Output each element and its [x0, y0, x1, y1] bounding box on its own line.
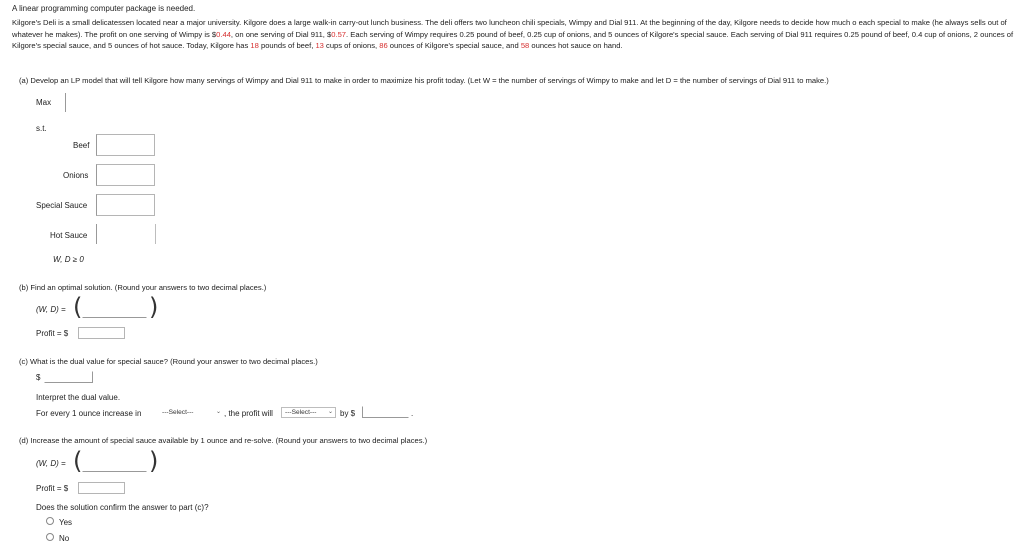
- c-resource-select[interactable]: ---Select--- ⌄: [158, 407, 224, 418]
- onions-constraint-label: Onions: [63, 171, 89, 180]
- special-sauce-available-value: 86: [379, 41, 388, 50]
- beef-constraint-label: Beef: [73, 141, 90, 150]
- objective-input[interactable]: [65, 93, 66, 112]
- b-profit-input[interactable]: [78, 327, 125, 339]
- part-a-prompt: (a) Develop an LP model that will tell Kilgore how many servings of Wimpy and Dial 911 to make in order to maximize his profit today. (Let W = the number of servings of Wimpy to make and let D = the number of servings of Dial 911 to make.): [19, 76, 829, 85]
- onions-available-value: 13: [315, 41, 324, 50]
- special-sauce-constraint-input[interactable]: [96, 194, 155, 216]
- hot-sauce-constraint-input[interactable]: [96, 224, 97, 244]
- c-change-amount-input[interactable]: [362, 406, 409, 418]
- b-wd-input[interactable]: [82, 296, 147, 318]
- c-sentence-part2: , the profit will: [224, 409, 273, 418]
- max-label: Max: [36, 98, 52, 107]
- d-left-paren: (: [73, 447, 83, 475]
- part-b-prompt: (b) Find an optimal solution. (Round your answers to two decimal places.): [19, 283, 267, 292]
- d-no-radio[interactable]: [46, 533, 54, 541]
- d-wd-label: (W, D) =: [36, 459, 66, 468]
- b-left-paren: (: [73, 293, 83, 321]
- d-wd-input[interactable]: [82, 450, 147, 472]
- st-label: s.t.: [36, 124, 47, 133]
- hot-sauce-rhs-input[interactable]: [155, 224, 156, 244]
- c-direction-select[interactable]: ---Select--- ⌄: [281, 407, 336, 418]
- d-profit-input[interactable]: [78, 482, 125, 494]
- chevron-down-icon: ⌄: [215, 409, 221, 415]
- c-dollar-sign: $: [36, 373, 41, 382]
- b-profit-label: Profit = $: [36, 329, 69, 338]
- c-sentence-part1: For every 1 ounce increase in: [36, 409, 142, 418]
- hot-sauce-constraint-label: Hot Sauce: [50, 231, 88, 240]
- d-yes-label: Yes: [59, 518, 73, 527]
- nonnegativity-label: W, D ≥ 0: [53, 255, 84, 264]
- c-interpret-label: Interpret the dual value.: [36, 393, 121, 402]
- beef-constraint-input[interactable]: [96, 134, 155, 156]
- problem-statement: Kilgore's Deli is a small delicatessen located near a major university. Kilgore does a large walk-in carry-out lunch business. The deli offers two luncheon chili specials, Wimpy and Dial 911. At the beginning of the day, Kilgore needs to decide how much o each special to make (he always sells out of whatever he makes). The profit on one serving of Wimpy is $0.44, on one serving of Dial 911, $0.57. Each serving of Wimpy requires 0.25 pound of beef, 0.25 cup of onions, and 5 ounces of Kilgore's special sauce. Each serving of Dial 911 requires 0.25 pound of beef, 0.4 cup of onions, 2 ounces of Kilgore's special sauce, and 5 ounces of hot sauce. Today, Kilgore has 18 pounds of beef, 13 cups of onions, 86 ounces of Kilgore's special sauce, and 58 ounces hot sauce on hand.: [12, 18, 1014, 50]
- wimpy-profit-value: 0.44: [216, 29, 231, 39]
- c-dual-value-input[interactable]: [44, 371, 93, 383]
- d-profit-label: Profit = $: [36, 484, 69, 493]
- part-d-prompt: (d) Increase the amount of special sauce available by 1 ounce and re-solve. (Round your answers to two decimal places.): [19, 436, 428, 445]
- d-confirm-question: Does the solution confirm the answer to part (c)?: [36, 503, 209, 512]
- b-wd-label: (W, D) =: [36, 305, 66, 314]
- d-right-paren: ): [149, 447, 159, 475]
- onions-constraint-input[interactable]: [96, 164, 155, 186]
- dial-profit-value: 0.57: [331, 29, 347, 39]
- hot-sauce-available-value: 58: [520, 41, 530, 50]
- c-period: .: [411, 409, 414, 418]
- part-c-prompt: (c) What is the dual value for special sauce? (Round your answer to two decimal places.): [19, 357, 318, 366]
- b-right-paren: ): [149, 293, 159, 321]
- d-yes-radio[interactable]: [46, 517, 54, 525]
- chevron-down-icon: ⌄: [327, 409, 333, 415]
- d-no-label: No: [59, 534, 70, 543]
- c-sentence-part3: by $: [340, 409, 356, 418]
- beef-available-value: 18: [250, 41, 259, 50]
- special-sauce-constraint-label: Special Sauce: [36, 201, 88, 210]
- instructions-header: A linear programming computer package is needed.: [12, 4, 196, 13]
